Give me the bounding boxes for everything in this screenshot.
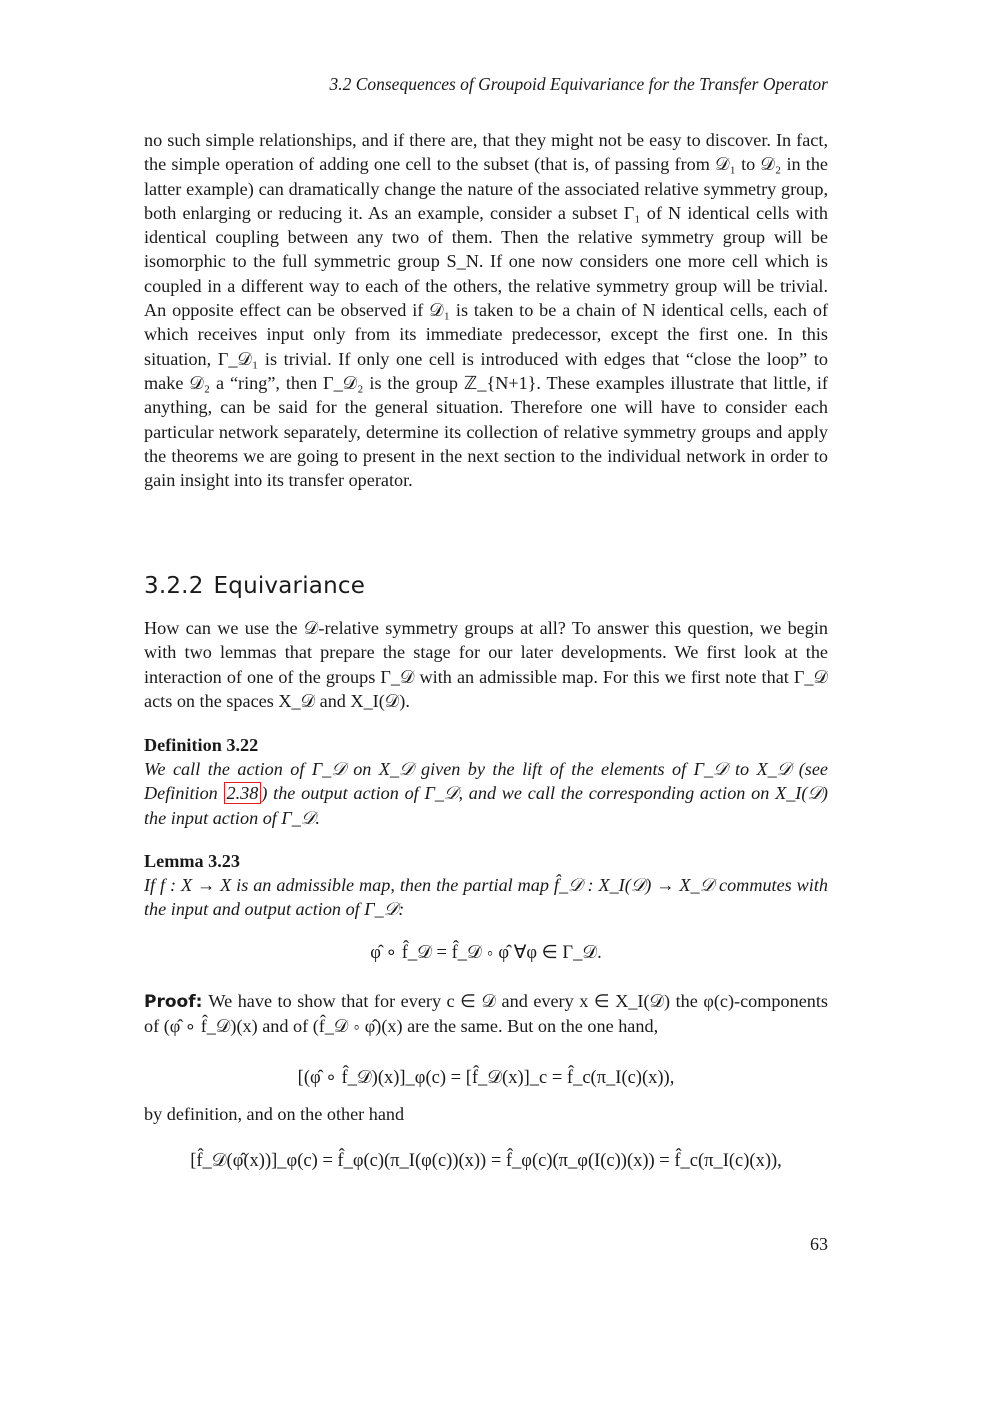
- proof-equation-2: [f̂_𝒟(φ̂(x))]_φ(c) = f̂_φ(c)(π_I(φ(c))(x)) = f̂_φ(c)(π_φ(I(c))(x)) = f̂_c(π_I(c)(x)),: [190, 1151, 782, 1171]
- section-paragraph-block: [144, 616, 828, 713]
- running-header: 3.2 Consequences of Groupoid Equivariance for the Transfer Operator: [329, 74, 828, 94]
- proof-equation-1: [(φ̂ ∘ f̂_𝒟)(x)]_φ(c) = [f̂_𝒟(x)]_c = f̂_c(π_I(c)(x)),: [297, 1068, 675, 1088]
- proof-block: [144, 989, 828, 1039]
- definition-text: We call the action of Γ_𝒟 on X_𝒟 given by the lift of the elements of Γ_𝒟 to X_𝒟 (see Definition 2.38 ) the output action of Γ_𝒟, and we call the corresponding action on X_I(𝒟) the input action of Γ_𝒟.: [144, 759, 828, 828]
- proof-middle-text: by definition, and on the other hand: [144, 1104, 405, 1124]
- definition-block: [144, 733, 828, 830]
- section-heading-block: [144, 573, 828, 599]
- proof-text: We have to show that for every c ∈ 𝒟 and every x ∈ X_I(𝒟) the φ(c)-components of (φ̂ ∘ f̂_𝒟)(x) and of (f̂_𝒟 ∘ φ̂)(x) are the same. But on the one hand,: [144, 991, 828, 1037]
- lemma-heading: Lemma 3.23: [144, 851, 240, 871]
- intro-paragraph-block: [144, 128, 828, 492]
- proof-paragraph: [144, 989, 828, 1039]
- section-heading: [144, 573, 828, 599]
- definition-heading: Definition 3.22: [144, 735, 259, 755]
- page-number: 63: [810, 1234, 828, 1254]
- section-paragraph: How can we use the 𝒟-relative symmetry groups at all? To answer this question, we begin with two lemmas that prepare the stage for our later developments. We first look at the interaction of one of the groups Γ_𝒟 with an admissible map. For this we first note that Γ_𝒟 acts on the spaces X_𝒟 and X_I(𝒟).: [144, 618, 828, 711]
- lemma-text: If f : X → X is an admissible map, then the partial map f̂_𝒟 : X_I(𝒟) → X_𝒟 commutes with the input and output action of Γ_𝒟:: [144, 875, 828, 920]
- section-title: Equivariance: [213, 573, 366, 599]
- intro-paragraph: no such simple relationships, and if there are, that they might not be easy to discover. In fact, the simple operation of adding one cell to the subset (that is, of passing from 𝒟₁ to 𝒟₂ in the latter example) can dramatically change the nature of the associated relative symmetry group, both enlarging or reducing it. As an example, consider a subset Γ₁ of N identical cells with identical coupling between any two of them. Then the relative symmetry group will be isomorphic to the full symmetric group S_N. If one now considers one more cell which is coupled in a different way to each of the others, the relative symmetry group will be trivial. An opposite effect can be observed if 𝒟₁ is taken to be a chain of N identical cells, each of which receives input only from its immediate predecessor, except the first one. In this situation, Γ_𝒟₁ is trivial. If only one cell is introduced with edges that “close the loop” to make 𝒟₂ a “ring”, then Γ_𝒟₂ is the group ℤ_{N+1}. These examples illustrate that little, if anything, can be said for the general situation. Therefore one will have to consider each particular network separately, determine its collection of relative symmetry groups and apply the theorems we are going to present in the next section to the individual network in order to gain insight into its transfer operator.: [144, 130, 828, 491]
- section-number: 3.2.2: [144, 573, 204, 599]
- lemma-block: [144, 849, 828, 922]
- definition-reference-link[interactable]: 2.38: [224, 782, 262, 804]
- proof-middle-block: [144, 1102, 828, 1126]
- lemma-equation: φ̂ ∘ f̂_𝒟 = f̂_𝒟 ∘ φ̂ ∀φ ∈ Γ_𝒟.: [370, 943, 602, 963]
- proof-label: Proof:: [144, 992, 203, 1012]
